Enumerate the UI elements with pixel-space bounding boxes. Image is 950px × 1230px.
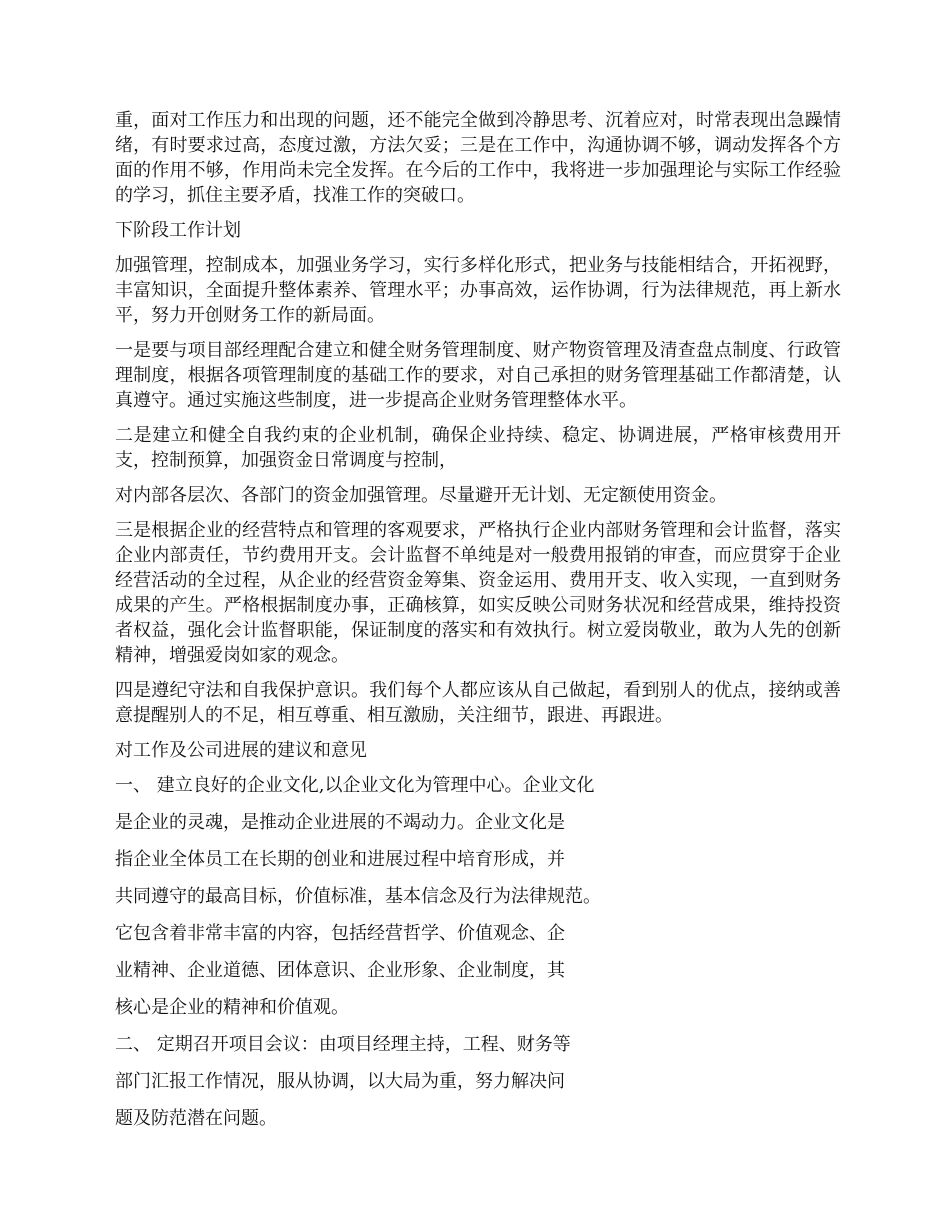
suggestion-line: 一、 建立良好的企业文化,以企业文化为管理中心。企业文化 [115, 775, 595, 796]
paragraph-plan-three: 三是根据企业的经营特点和管理的客观要求，严格执行企业内部财务管理和会计监督，落实企业内部责任，节约费用开支。会计监督不单纯是对一般费用报销的审查，而应贯穿于企业经营活动的全过程，从企业的经营资金筹集、资金运用、费用开支、收入实现，一直到财务成果的产生。严格根据制度办事，正确核算，如实反映公司财务状况和经营成果，维持投资者权益，强化会计监督职能，保证制度的落实和有效执行。树立爱岗敬业，敢为人先的创新精神，增强爱岗如家的观念。 [115, 520, 841, 666]
heading-suggestions: 对工作及公司进展的建议和意见 [115, 740, 367, 761]
suggestion-line: 题及防范潜在问题。 [115, 1108, 277, 1129]
paragraph-plan-one: 一是要与项目部经理配合建立和健全财务管理制度、财产物资管理及清查盘点制度、行政管理制度，根据各项管理制度的基础工作的要求，对自己承担的财务管理基础工作都清楚，认真遵守。通过实施这些制度，进一步提高企业财务管理整体水平。 [115, 340, 841, 411]
paragraph-plan-overview: 加强管理，控制成本，加强业务学习，实行多样化形式，把业务与技能相结合，开拓视野，丰富知识，全面提升整体素养、管理水平；办事高效，运作协调，行为法律规范，再上新水平，努力开创财务工作的新局面。 [115, 255, 841, 326]
suggestion-line: 它包含着非常丰富的内容，包括经营哲学、价值观念、企 [115, 923, 565, 944]
paragraph-plan-two-cont: 对内部各层次、各部门的资金加强管理。尽量避开无计划、无定额使用资金。 [115, 485, 727, 506]
suggestion-line: 共同遵守的最高目标，价值标准，基本信念及行为法律规范。 [115, 886, 601, 907]
document-body [115, 108, 841, 1143]
paragraph-self-assessment: 重，面对工作压力和出现的问题，还不能完全做到冷静思考、沉着应对，时常表现出急躁情绪，有时要求过高，态度过激，方法欠妥；三是在工作中，沟通协调不够，调动发挥各个方面的作用不够，作用尚未完全发挥。在今后的工作中，我将进一步加强理论与实际工作经验的学习，抓住主要矛盾，找准工作的突破口。 [115, 110, 841, 206]
suggestion-line: 是企业的灵魂，是推动企业进展的不竭动力。企业文化是 [115, 812, 565, 833]
heading-next-plan: 下阶段工作计划 [115, 220, 241, 241]
paragraph-plan-four: 四是遵纪守法和自我保护意识。我们每个人都应该从自己做起，看到别人的优点，接纳或善意提醒别人的不足，相互尊重、相互激励，关注细节，跟进、再跟进。 [115, 680, 841, 726]
suggestion-line: 业精神、企业道德、团体意识、企业形象、企业制度，其 [115, 960, 565, 981]
suggestion-line: 指企业全体员工在长期的创业和进展过程中培育形成，并 [115, 849, 565, 870]
suggestion-line: 二、 定期召开项目会议：由项目经理主持，工程、财务等 [115, 1034, 571, 1055]
suggestion-line: 部门汇报工作情况，服从协调，以大局为重，努力解决问 [115, 1071, 565, 1092]
paragraph-plan-two: 二是建立和健全自我约束的企业机制，确保企业持续、稳定、协调进展，严格审核费用开支，控制预算，加强资金日常调度与控制， [115, 425, 841, 471]
suggestion-line: 核心是企业的精神和价值观。 [115, 997, 349, 1018]
